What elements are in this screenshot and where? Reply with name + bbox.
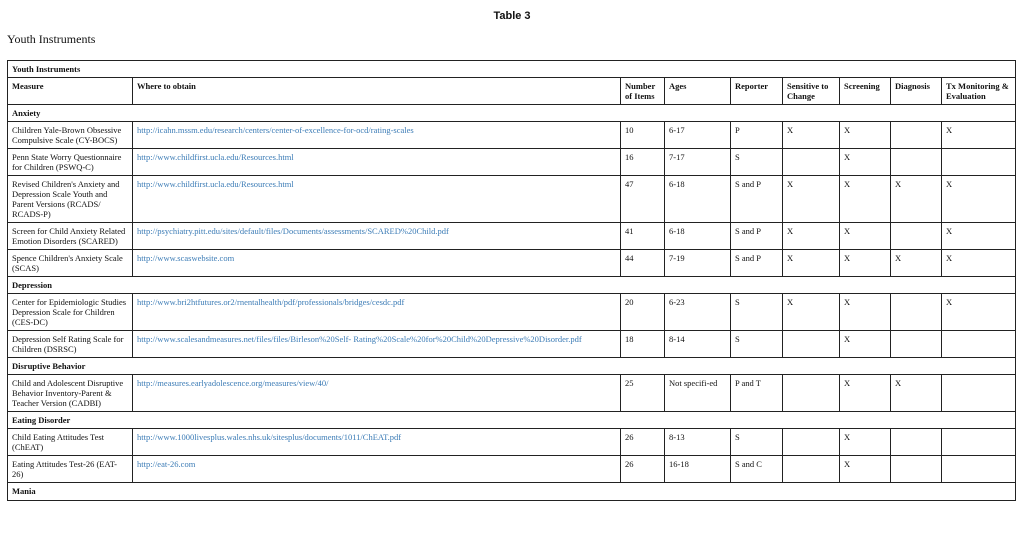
link-cell bbox=[133, 223, 621, 250]
diagnosis-cell: X bbox=[891, 176, 942, 223]
items-cell: 26 bbox=[621, 456, 665, 483]
table-row bbox=[8, 331, 1016, 358]
link-cell bbox=[133, 149, 621, 176]
measure-cell: Eating Attitudes Test-26 (EAT-26) bbox=[8, 456, 133, 483]
section-heading: Depression bbox=[8, 277, 1016, 294]
diagnosis-cell bbox=[891, 294, 942, 331]
header-measure: Measure bbox=[8, 78, 133, 105]
items-cell: 20 bbox=[621, 294, 665, 331]
tx-cell bbox=[942, 149, 1016, 176]
table-row bbox=[8, 223, 1016, 250]
youth-instruments-table bbox=[7, 60, 1016, 501]
obtain-link[interactable]: http://icahn.mssm.edu/research/centers/center-of-excellence-for-ocd/rating-scales bbox=[137, 125, 414, 136]
obtain-link[interactable]: http://eat-26.com bbox=[137, 459, 196, 470]
measure-cell: Center for Epidemiologic Studies Depression Scale for Children (CES-DC) bbox=[8, 294, 133, 331]
sensitive-cell bbox=[783, 456, 840, 483]
reporter-cell: S and P bbox=[731, 250, 783, 277]
diagnosis-cell bbox=[891, 456, 942, 483]
header-reporter: Reporter bbox=[731, 78, 783, 105]
tx-cell bbox=[942, 375, 1016, 412]
ages-cell: 6-18 bbox=[665, 223, 731, 250]
reporter-cell: S and P bbox=[731, 176, 783, 223]
diagnosis-cell bbox=[891, 331, 942, 358]
reporter-cell: S bbox=[731, 294, 783, 331]
obtain-link[interactable]: http://www.1000livesplus.wales.nhs.uk/sitesplus/documents/1011/ChEAT.pdf bbox=[137, 432, 402, 443]
items-cell: 44 bbox=[621, 250, 665, 277]
items-cell: 26 bbox=[621, 429, 665, 456]
measure-cell: Children Yale-Brown Obsessive Compulsive Scale (CY-BOCS) bbox=[8, 122, 133, 149]
items-cell: 10 bbox=[621, 122, 665, 149]
sensitive-cell bbox=[783, 375, 840, 412]
reporter-cell: S and P bbox=[731, 223, 783, 250]
section-row bbox=[8, 483, 1016, 500]
link-cell bbox=[133, 294, 621, 331]
items-cell: 25 bbox=[621, 375, 665, 412]
diagnosis-cell bbox=[891, 122, 942, 149]
screening-cell: X bbox=[840, 176, 891, 223]
section-row bbox=[8, 358, 1016, 375]
ages-cell: 7-17 bbox=[665, 149, 731, 176]
ages-cell: Not specifi-ed bbox=[665, 375, 731, 412]
measure-cell: Child and Adolescent Disruptive Behavior Inventory-Parent & Teacher Version (CADBI) bbox=[8, 375, 133, 412]
obtain-link[interactable]: http://www.bri2htfutures.or2/rnentalhealth/pdf/professionals/bridges/cesdc.pdf bbox=[137, 297, 405, 308]
tx-cell bbox=[942, 331, 1016, 358]
measure-cell: Penn State Worry Questionnaire for Children (PSWQ-C) bbox=[8, 149, 133, 176]
reporter-cell: S bbox=[731, 429, 783, 456]
tx-cell: X bbox=[942, 250, 1016, 277]
table-row bbox=[8, 149, 1016, 176]
sensitive-cell bbox=[783, 149, 840, 176]
section-row bbox=[8, 412, 1016, 429]
items-cell: 18 bbox=[621, 331, 665, 358]
tx-cell bbox=[942, 429, 1016, 456]
section-row bbox=[8, 277, 1016, 294]
sensitive-cell: X bbox=[783, 223, 840, 250]
section-row bbox=[8, 105, 1016, 122]
link-cell bbox=[133, 456, 621, 483]
obtain-link[interactable]: http://psychiatry.pitt.edu/sites/default/files/Documents/assessments/SCARED%20Child.pdf bbox=[137, 226, 449, 237]
header-number-of-items: Number of Items bbox=[621, 78, 665, 105]
table-subtitle: Youth Instruments bbox=[7, 32, 96, 46]
table-row bbox=[8, 176, 1016, 223]
banner-cell: Youth Instruments bbox=[8, 61, 1016, 78]
measure-cell: Spence Children's Anxiety Scale (SCAS) bbox=[8, 250, 133, 277]
diagnosis-cell: X bbox=[891, 250, 942, 277]
header-sensitive-to-change: Sensitive to Change bbox=[783, 78, 840, 105]
tx-cell bbox=[942, 456, 1016, 483]
header-screening: Screening bbox=[840, 78, 891, 105]
items-cell: 16 bbox=[621, 149, 665, 176]
obtain-link[interactable]: http://www.childfirst.ucla.edu/Resources.html bbox=[137, 152, 294, 163]
diagnosis-cell: X bbox=[891, 375, 942, 412]
screening-cell: X bbox=[840, 375, 891, 412]
screening-cell: X bbox=[840, 122, 891, 149]
table-row bbox=[8, 375, 1016, 412]
screening-cell: X bbox=[840, 331, 891, 358]
sensitive-cell bbox=[783, 429, 840, 456]
screening-cell: X bbox=[840, 223, 891, 250]
tx-cell: X bbox=[942, 294, 1016, 331]
sensitive-cell: X bbox=[783, 250, 840, 277]
link-cell bbox=[133, 122, 621, 149]
tx-cell: X bbox=[942, 176, 1016, 223]
screening-cell: X bbox=[840, 294, 891, 331]
table-title: Table 3 bbox=[493, 10, 531, 22]
screening-cell: X bbox=[840, 149, 891, 176]
items-cell: 41 bbox=[621, 223, 665, 250]
screening-cell: X bbox=[840, 250, 891, 277]
sensitive-cell: X bbox=[783, 176, 840, 223]
screening-cell: X bbox=[840, 456, 891, 483]
diagnosis-cell bbox=[891, 149, 942, 176]
section-heading: Mania bbox=[8, 483, 1016, 500]
link-cell bbox=[133, 331, 621, 358]
header-diagnosis: Diagnosis bbox=[891, 78, 942, 105]
sensitive-cell: X bbox=[783, 294, 840, 331]
measure-cell: Screen for Child Anxiety Related Emotion Disorders (SCARED) bbox=[8, 223, 133, 250]
header-tx-monitoring: Tx Monitoring & Evaluation bbox=[942, 78, 1016, 105]
ages-cell: 6-18 bbox=[665, 176, 731, 223]
section-heading: Eating Disorder bbox=[8, 412, 1016, 429]
table-row bbox=[8, 294, 1016, 331]
ages-cell: 16-18 bbox=[665, 456, 731, 483]
measure-cell: Child Eating Attitudes Test (ChEAT) bbox=[8, 429, 133, 456]
diagnosis-cell bbox=[891, 429, 942, 456]
banner-row bbox=[8, 61, 1016, 78]
obtain-link[interactable]: http://www.scalesandmeasures.net/files/files/Birleson%20Self- Rating%20Scale%20for%20Child%20Depressive%20Disorder.pdf bbox=[137, 334, 582, 345]
reporter-cell: S and C bbox=[731, 456, 783, 483]
sensitive-cell: X bbox=[783, 122, 840, 149]
table-row bbox=[8, 250, 1016, 277]
ages-cell: 6-17 bbox=[665, 122, 731, 149]
screening-cell: X bbox=[840, 429, 891, 456]
items-cell: 47 bbox=[621, 176, 665, 223]
link-cell bbox=[133, 250, 621, 277]
header-row bbox=[8, 78, 1016, 105]
section-heading: Disruptive Behavior bbox=[8, 358, 1016, 375]
header-where-to-obtain: Where to obtain bbox=[133, 78, 621, 105]
obtain-link[interactable]: http://www.scaswebsite.com bbox=[137, 253, 235, 264]
section-heading: Anxiety bbox=[8, 105, 1016, 122]
ages-cell: 8-13 bbox=[665, 429, 731, 456]
diagnosis-cell bbox=[891, 223, 942, 250]
header-ages: Ages bbox=[665, 78, 731, 105]
reporter-cell: P and T bbox=[731, 375, 783, 412]
obtain-link[interactable]: http://www.childfirst.ucla.edu/Resources.html bbox=[137, 179, 294, 190]
table-row bbox=[8, 429, 1016, 456]
table-row bbox=[8, 122, 1016, 149]
reporter-cell: S bbox=[731, 149, 783, 176]
ages-cell: 8-14 bbox=[665, 331, 731, 358]
measure-cell: Revised Children's Anxiety and Depression Scale Youth and Parent Versions (RCADS/ RCADS-P) bbox=[8, 176, 133, 223]
ages-cell: 6-23 bbox=[665, 294, 731, 331]
link-cell bbox=[133, 176, 621, 223]
reporter-cell: S bbox=[731, 331, 783, 358]
tx-cell: X bbox=[942, 223, 1016, 250]
sensitive-cell bbox=[783, 331, 840, 358]
tx-cell: X bbox=[942, 122, 1016, 149]
reporter-cell: P bbox=[731, 122, 783, 149]
link-cell bbox=[133, 375, 621, 412]
measure-cell: Depression Self Rating Scale for Children (DSRSC) bbox=[8, 331, 133, 358]
ages-cell: 7-19 bbox=[665, 250, 731, 277]
link-cell bbox=[133, 429, 621, 456]
table-row bbox=[8, 456, 1016, 483]
obtain-link[interactable]: http://measures.earlyadolescence.org/measures/view/40/ bbox=[137, 378, 329, 389]
